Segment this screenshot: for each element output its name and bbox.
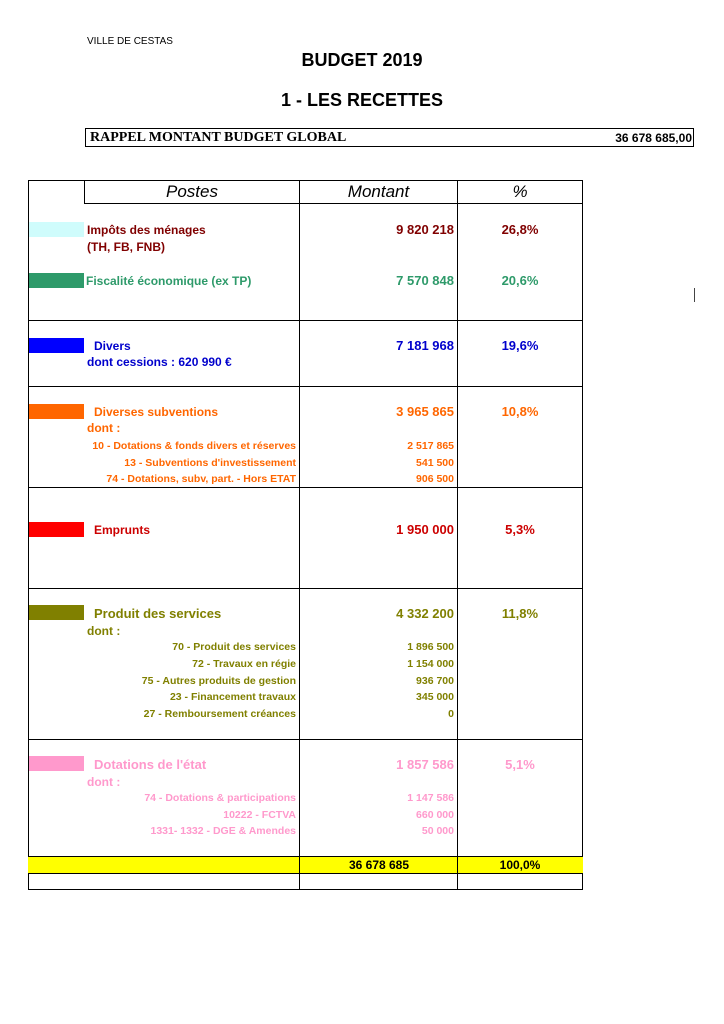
services-swatch (29, 605, 84, 620)
impots-label-detail: (TH, FB, FNB) (87, 240, 165, 254)
impots-pct: 26,8% (501, 222, 539, 237)
divers-amount: 7 181 968 (396, 338, 454, 353)
row-separator (28, 588, 583, 589)
page-title-text: BUDGET 2019 (301, 50, 423, 70)
services-pct: 11,8% (501, 606, 539, 621)
total-pct: 100,0% (499, 858, 541, 872)
subventions-item-label: 13 - Subventions d'investissement (124, 457, 296, 469)
fiscalite-pct: 20,6% (501, 273, 539, 288)
impots-amount: 9 820 218 (396, 222, 454, 237)
row-separator (28, 386, 583, 387)
services-item-label: 27 - Remboursement créances (143, 708, 296, 720)
total-amount: 36 678 685 (348, 858, 410, 872)
services-item-amount: 1 896 500 (407, 641, 454, 653)
page-subtitle-text: 1 - LES RECETTES (280, 90, 444, 110)
services-item-amount: 936 700 (416, 675, 454, 687)
row-separator (28, 487, 583, 488)
table-border-right (582, 180, 583, 890)
subventions-amount: 3 965 865 (396, 404, 454, 419)
row-separator (28, 739, 583, 740)
subventions-item-label: 10 - Dotations & fonds divers et réserves (92, 440, 296, 452)
services-dont: dont : (87, 624, 121, 638)
services-item-label: 23 - Financement travaux (169, 691, 296, 703)
fiscalite-amount: 7 570 848 (396, 273, 454, 288)
dotations-amount: 1 857 586 (396, 757, 454, 772)
table-border-top (28, 180, 583, 181)
services-item-label: 75 - Autres produits de gestion (141, 675, 296, 687)
dotations-swatch (29, 756, 84, 771)
dotations-item-amount: 1 147 586 (407, 792, 454, 804)
column-header-postes: Postes (166, 182, 218, 201)
services-amount: 4 332 200 (396, 606, 454, 621)
rappel-value: 36 678 685,00 (615, 131, 692, 145)
subventions-pct: 10,8% (501, 404, 539, 419)
subventions-item-amount: 906 500 (416, 473, 454, 485)
header-bottom-line (84, 203, 582, 204)
fiscalite-label: Fiscalité économique (ex TP) (86, 274, 252, 288)
dotations-item-label: 74 - Dotations & participations (144, 792, 296, 804)
column-header-pct: % (512, 182, 528, 201)
subventions-item-amount: 541 500 (416, 457, 454, 469)
services-label: Produit des services (94, 606, 222, 621)
divers-cessions: dont cessions : 620 990 € (87, 355, 232, 369)
dotations-item-amount: 660 000 (416, 809, 454, 821)
services-item-label: 70 - Produit des services (172, 641, 296, 653)
fiscalite-swatch (29, 273, 84, 288)
dotations-dont: dont : (87, 775, 121, 789)
column-header-montant: Montant (347, 182, 410, 201)
subventions-item-amount: 2 517 865 (407, 440, 454, 452)
services-item-amount: 0 (448, 708, 454, 720)
total-bottom-line (28, 873, 583, 874)
emprunts-amount: 1 950 000 (396, 522, 454, 537)
divers-swatch (29, 338, 84, 353)
emprunts-pct: 5,3% (505, 522, 535, 537)
dotations-pct: 5,1% (505, 757, 535, 772)
row-separator (28, 320, 583, 321)
table-border-bottom (28, 889, 583, 890)
page-subtitle (0, 90, 724, 111)
city-name: VILLE DE CESTAS (87, 36, 173, 47)
text-cursor-mark (694, 288, 695, 302)
divers-label: Divers (94, 339, 131, 353)
dotations-item-amount: 50 000 (421, 825, 454, 837)
services-item-amount: 345 000 (416, 691, 454, 703)
subventions-label: Diverses subventions (94, 405, 219, 419)
dotations-item-label: 10222 - FCTVA (223, 809, 296, 821)
services-item-amount: 1 154 000 (407, 658, 454, 670)
dotations-label: Dotations de l'état (94, 757, 207, 772)
emprunts-label: Emprunts (94, 523, 151, 537)
subventions-item-label: 74 - Dotations, subv, part. - Hors ETAT (106, 473, 296, 485)
emprunts-swatch (29, 522, 84, 537)
rappel-label: RAPPEL MONTANT BUDGET GLOBAL (90, 130, 347, 145)
subventions-swatch (29, 404, 84, 419)
divers-pct: 19,6% (501, 338, 539, 353)
subventions-dont: dont : (87, 421, 121, 435)
dotations-item-label: 1331- 1332 - DGE & Amendes (150, 825, 296, 837)
total-top-line (28, 856, 583, 857)
impots-label: Impôts des ménages (87, 223, 206, 237)
impots-swatch (29, 222, 84, 237)
services-item-label: 72 - Travaux en régie (192, 658, 296, 670)
page-title (0, 50, 724, 71)
